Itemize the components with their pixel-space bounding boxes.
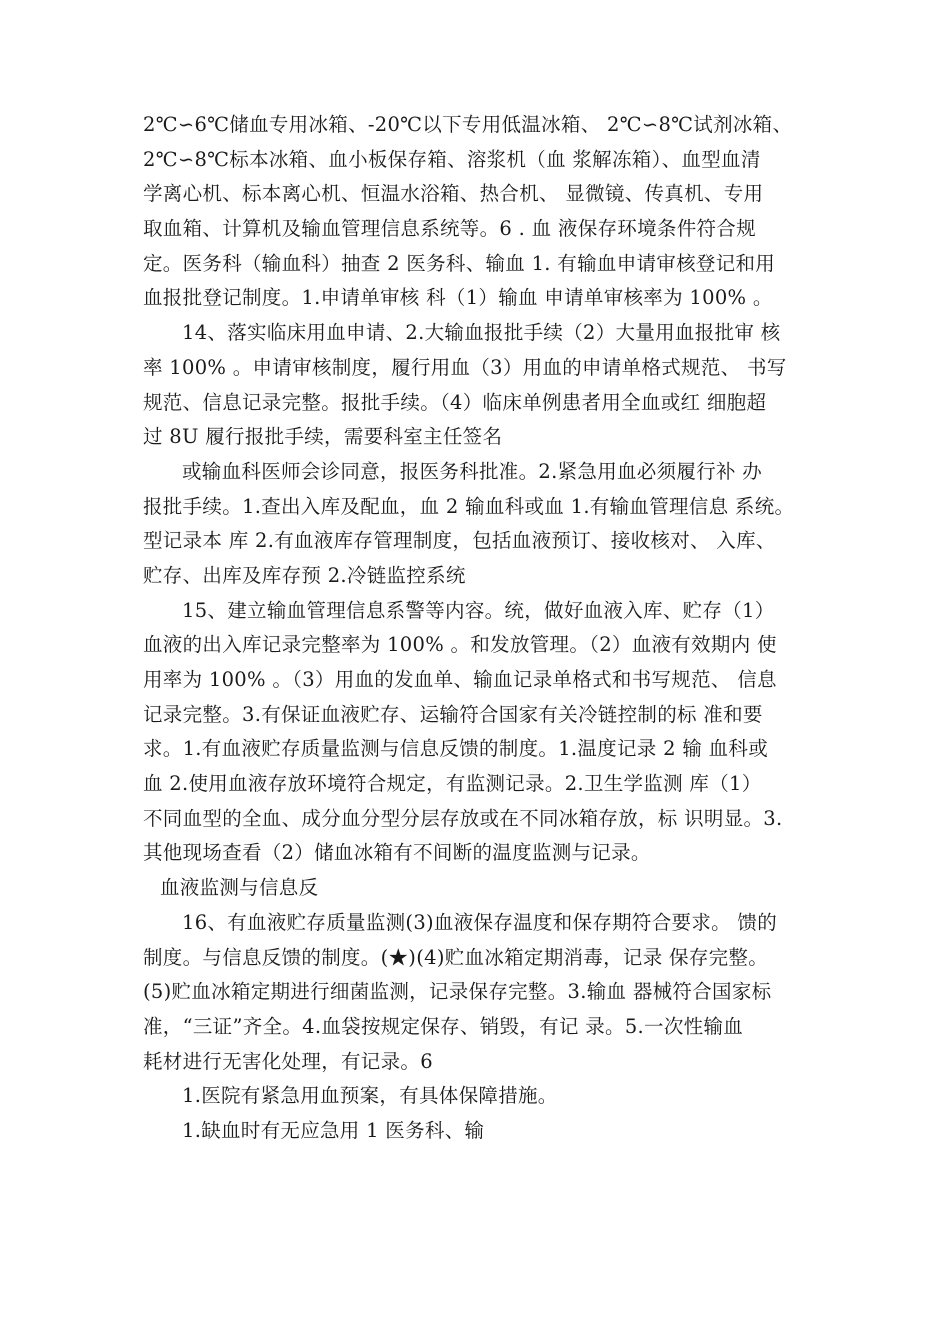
text-line: (5)贮血冰箱定期进行细菌监测，记录保存完整。3.输血 器械符合国家标 xyxy=(143,980,772,1004)
text-line: 制度。与信息反馈的制度。(★)(4)贮血冰箱定期消毒，记录 保存完整。 xyxy=(143,945,769,969)
text-line: 贮存、出库及库存预 2.冷链监控系统 xyxy=(143,563,466,587)
text-line: 用率为 100% 。（3）用血的发血单、输血记录单格式和书写规范、 信息 xyxy=(143,668,777,691)
paragraph-start: 1.医院有紧急用血预案，有具体保障措施。 xyxy=(182,1084,558,1108)
text-line: 过 8U 履行报批手续，需要科室主任签名 xyxy=(143,425,503,449)
text-line: 耗材进行无害化处理，有记录。6 xyxy=(143,1049,433,1073)
text-line: 率 100% 。申请审核制度，履行用血（3）用血的申请单格式规范、 书写 xyxy=(143,355,787,379)
text-line: 血液的出入库记录完整率为 100% 。和发放管理。（2）血液有效期内 使 xyxy=(143,633,777,657)
text-line: 其他现场查看（2）储血冰箱有不间断的温度监测与记录。 xyxy=(143,841,651,865)
text-line: 记录完整。3.有保证血液贮存、运输符合国家有关冷链控制的标 准和要 xyxy=(143,702,763,726)
text-line: 型记录本 库 2.有血液库存管理制度，包括血液预订、接收核对、 入库、 xyxy=(143,529,776,553)
text-line: 报批手续。1.查出入库及配血，血 2 输血科或血 1.有输血管理信息 系统。 xyxy=(143,494,795,518)
section-label: 血液监测与信息反 xyxy=(160,876,319,900)
text-line: 准，“三证”齐全。4.血袋按规定保存、销毁，有记 录。5.一次性输血 xyxy=(143,1014,744,1038)
text-line: 血 2.使用血液存放环境符合规定，有监测记录。2.卫生学监测 库（1） xyxy=(143,772,762,796)
paragraph-14-start: 14、落实临床用血申请、2.大输血报批手续（2）大量用血报批审 核 xyxy=(182,321,781,345)
text-line: 不同血型的全血、成分血分型分层存放或在不同冰箱存放，标 识明显。3. xyxy=(143,806,783,830)
text-line: 学离心机、标本离心机、恒温水浴箱、热合机、 显微镜、传真机、专用 xyxy=(143,182,764,206)
text-line: 定。医务科（输血科）抽查 2 医务科、输血 1. 有输血申请审核登记和用 xyxy=(143,251,776,275)
text-line: 2℃∽8℃标本冰箱、血小板保存箱、溶浆机（血 浆解冻箱）、血型血清 xyxy=(143,147,761,171)
paragraph-16-start: 16、有血液贮存质量监测(3)血液保存温度和保存期符合要求。 馈的 xyxy=(182,910,778,934)
paragraph-start: 1.缺血时有无应急用 1 医务科、输 xyxy=(182,1118,485,1142)
text-line: 规范、信息记录完整。报批手续。（4）临床单例患者用全血或红 细胞超 xyxy=(143,390,767,414)
text-line: 取血箱、计算机及输血管理信息系统等。6 . 血 液保存环境条件符合规 xyxy=(143,217,756,241)
text-line: 血报批登记制度。1.申请单审核 科（1）输血 申请单审核率为 100% 。 xyxy=(143,286,773,310)
paragraph-start: 或输血科医师会诊同意，报医务科批准。2.紧急用血必须履行补 办 xyxy=(182,459,763,483)
text-line: 2℃∽6℃储血专用冰箱、-20℃以下专用低温冰箱、 2℃∽8℃试剂冰箱、 xyxy=(143,113,793,136)
paragraph-15-start: 15、建立输血管理信息系警等内容。统，做好血液入库、贮存（1） xyxy=(182,598,775,622)
text-line: 求。1.有血液贮存质量监测与信息反馈的制度。1.温度记录 2 输 血科或 xyxy=(143,737,769,761)
document-body xyxy=(143,108,843,1149)
